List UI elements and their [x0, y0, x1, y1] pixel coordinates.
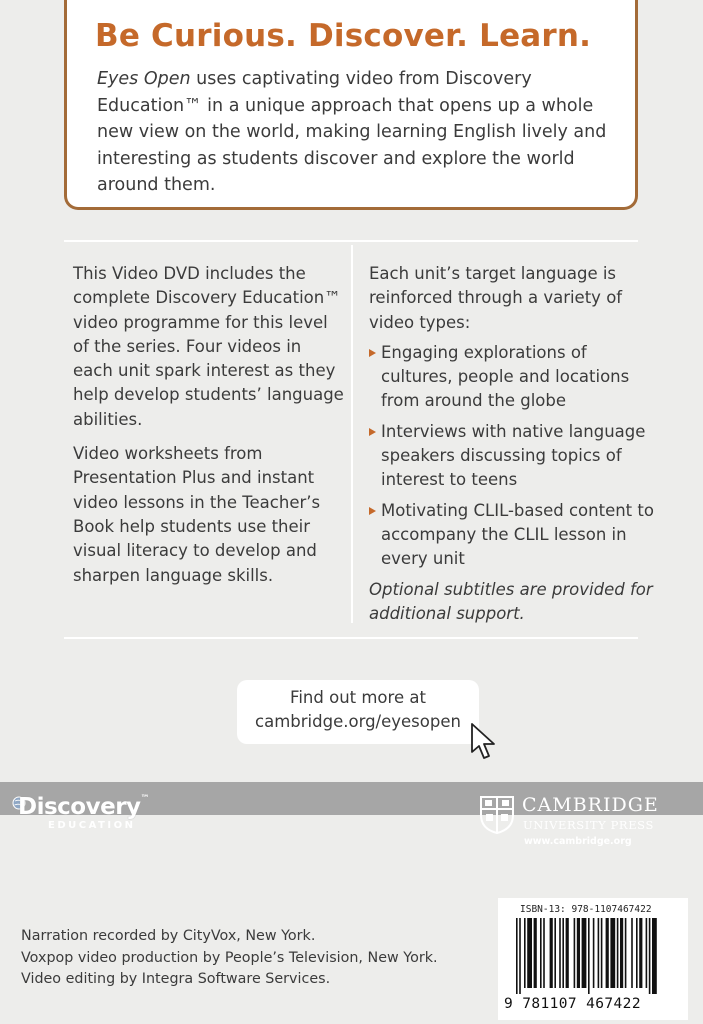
barcode-bar	[631, 918, 633, 988]
barcode-bar	[649, 918, 651, 994]
barcode-bar	[562, 918, 564, 988]
list-item: Interviews with native language speakers discussing topics of interest to teens	[369, 420, 659, 493]
barcode-bar	[593, 918, 595, 988]
barcode-bar	[519, 918, 521, 994]
discovery-logo-sub: EDUCATION	[48, 820, 136, 831]
cambridge-shield-icon	[479, 795, 515, 835]
barcode-bar	[636, 918, 638, 988]
column-separator	[351, 245, 353, 623]
barcode-bars-icon	[516, 918, 684, 994]
mouse-pointer-icon	[470, 722, 498, 762]
cambridge-url: www.cambridge.org	[524, 836, 632, 847]
barcode-bar	[516, 918, 518, 994]
website-link[interactable]: cambridge.org/eyesopen	[255, 712, 461, 731]
barcode-bar	[588, 918, 590, 994]
intro-panel	[64, 0, 638, 210]
right-column	[369, 262, 659, 636]
barcode-bar	[652, 918, 657, 994]
barcode-bar	[582, 918, 587, 988]
barcode-bar	[550, 918, 553, 988]
cambridge-logo-press: UNIVERSITY PRESS	[523, 818, 654, 832]
discovery-logo-word: Discovery™	[18, 794, 150, 820]
barcode-bar	[534, 918, 537, 988]
barcode-bar	[598, 918, 600, 988]
brand-name: Eyes Open	[97, 69, 191, 89]
barcode-bar	[543, 918, 545, 988]
video-types-intro: Each unit’s target language is reinforced through a variety of video types:	[369, 264, 623, 332]
find-out-more-box[interactable]	[237, 680, 479, 744]
barcode-bar	[601, 918, 603, 988]
worksheets-description: Video worksheets from Presentation Plus and instant video lessons in the Teacher’s Book help students use their visual literacy to develop and sharpen language skills.	[73, 444, 321, 585]
list-item: Motivating CLIL-based content to accompany the CLIL lesson in every unit	[369, 499, 659, 572]
credit-line: Voxpop video production by People’s Television, New York.	[21, 949, 438, 966]
intro-text	[97, 66, 627, 199]
find-out-label: Find out more at	[290, 688, 426, 707]
barcode-bar	[540, 918, 542, 988]
subtitles-note: Optional subtitles are provided for additional support.	[369, 579, 653, 623]
barcode-bar	[606, 918, 609, 988]
list-item: Engaging explorations of cultures, people and locations from around the globe	[369, 341, 659, 414]
production-credits	[21, 926, 438, 991]
bottom-divider	[64, 637, 638, 639]
barcode-bar	[639, 918, 642, 988]
barcode-bar	[617, 918, 619, 988]
barcode-bar	[554, 918, 556, 988]
headline: Be Curious. Discover. Learn.	[95, 18, 592, 54]
left-column	[73, 262, 345, 598]
cambridge-logo-name: CAMBRIDGE	[522, 794, 659, 816]
barcode-bar	[574, 918, 576, 988]
isbn-label: ISBN-13: 978-1107467422	[520, 904, 652, 915]
barcode-bar	[620, 918, 623, 988]
barcode-bar	[646, 918, 648, 988]
barcode-bar	[524, 918, 526, 988]
barcode-bar	[559, 918, 561, 988]
credit-line: Video editing by Integra Software Services.	[21, 971, 331, 987]
barcode-bar	[527, 918, 532, 988]
intro-body: uses captivating video from Discovery Education™ in a unique approach that opens up a whole new view on the world, making learning English lively and interesting as students discover and explore the world around them.	[97, 69, 607, 195]
video-types-list	[369, 341, 659, 572]
barcode-bar	[625, 918, 627, 988]
dvd-description: This Video DVD includes the complete Discovery Education™ video programme for this level of the series. Four videos in each unit spark interest as they help develop students’ language abilities.	[73, 264, 344, 429]
credit-line: Narration recorded by CityVox, New York.	[21, 928, 316, 944]
top-divider	[64, 240, 638, 242]
barcode-bar	[577, 918, 580, 988]
barcode-bar	[566, 918, 569, 988]
ean-digits: 9 781107 467422	[504, 996, 641, 1012]
barcode-bar	[610, 918, 615, 988]
